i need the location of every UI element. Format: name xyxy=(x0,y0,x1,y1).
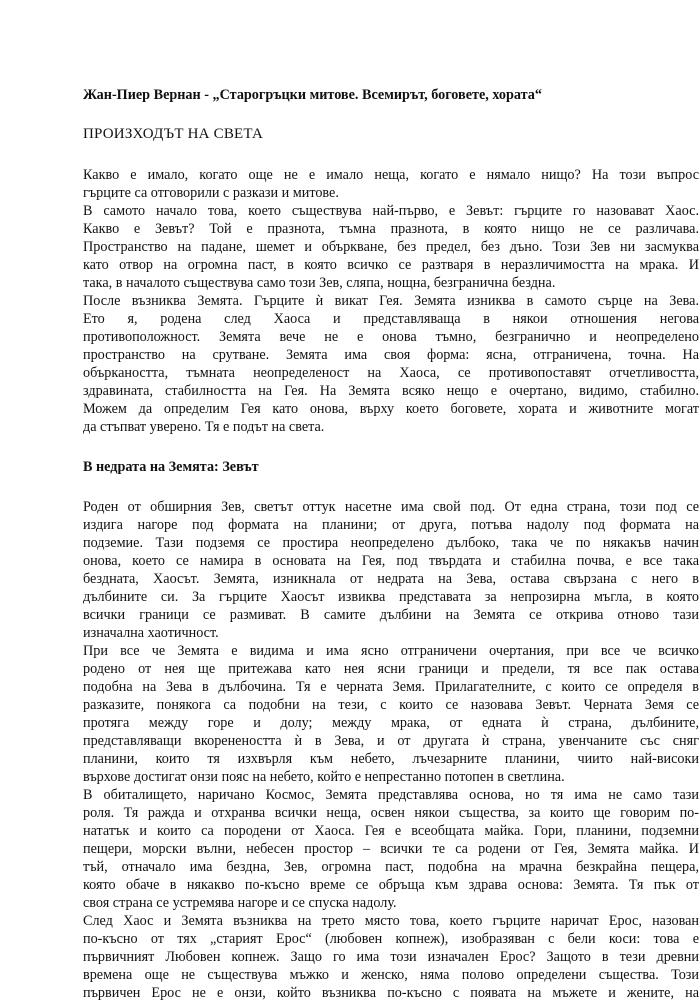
text-line: по-късно от тях „старият Ерос“ (любовен копнеж), изобразяван с бели коси: това е xyxy=(83,931,699,947)
text-line: протяга между горе и долу; между мрака, от едната ѝ страна, дълбините, xyxy=(83,715,699,731)
chapter-title: ПРОИЗХОДЪТ НА СВЕТА xyxy=(83,126,264,142)
document-body xyxy=(83,86,699,1002)
text-line: бездната, Хаосът. Земята, изникнала от недрата на Зева, остава свързана с него в xyxy=(83,571,699,587)
text-line: Какво е имало, когато още не е имало неща, когато е нямало нищо? На този въпрос xyxy=(83,167,699,183)
text-line: първичен Ерос не е онзи, който възниква по-късно с появата на мъжете и жените, на xyxy=(83,985,699,1001)
text-line: своя страна се устремява нагоре и се спуска надолу. xyxy=(83,895,397,911)
text-line: така, в началото съществува само този Зев, сляпа, нощна, безгранична бездна. xyxy=(83,275,556,291)
text-line: В обиталището, наричано Космос, Земята представлява основа, но тя има не само тази xyxy=(83,787,699,803)
text-line: объркаността, тъмната неопределеност на Хаоса, се противопоставят отчетливостта, xyxy=(83,365,699,381)
text-line: времена още не съществува мъжко и женско, няма полово определени същества. Този xyxy=(83,967,699,983)
text-line: разказите, понякога са подобни на тези, с които се назовава Зевът. Черната Земя се xyxy=(83,697,699,713)
text-line: пещери, морски вълни, небесен простор – всички те са родени от Гея, Земята майка. И xyxy=(83,841,699,857)
text-line: която обаче в някакво по-късно време се обръща към здрава основа: Земята. Тя пък от xyxy=(83,877,699,893)
text-line: да стъпват уверено. Тя е подът на света. xyxy=(83,419,325,435)
text-line: всички граници се размиват. В самите дълбини на Земята се открива отново тази xyxy=(83,607,699,623)
text-line: Какво е Зевът? Той е празнота, тъмна празнота, в която нищо не се различава. xyxy=(83,221,699,237)
text-line: подобна на Зева в дълбочина. Тя е черната Земя. Прилагателните, с които се определя в xyxy=(83,679,699,695)
section-heading: В недрата на Земята: Зевът xyxy=(83,459,259,475)
text-line: В самото начало това, което съществува най-първо, е Зевът: гърците го назовават Хаос. xyxy=(83,203,699,219)
text-line: нататък и които са породени от Хаоса. Гея е всеобщата майка. Гори, планини, подземни xyxy=(83,823,699,839)
text-line: Ето я, родена след Хаоса и представляваща в някои отношения негова xyxy=(83,311,699,327)
text-line: подземие. Тази подземя се простира неопределено дълбоко, така че по някакъв начин xyxy=(83,535,699,551)
document-title: Жан-Пиер Вернан - „Старогръцки митове. Всемирът, боговете, хората“ xyxy=(83,87,542,103)
text-line: гърците са отговорили с разкази и митове. xyxy=(83,185,339,201)
text-line: дълбините си. За гърците Хаосът извиква представата за непрозирна мъгла, в която xyxy=(83,589,699,605)
text-line: пространство на срутване. Земята има своя форма: ясна, отграничена, точна. На xyxy=(83,347,699,363)
text-line: После възниква Земята. Гърците ѝ викат Гея. Земята изниква в самото сърце на Зева. xyxy=(83,293,699,309)
text-line: представляващи вкоренеността ѝ в Зева, и от другата ѝ страна, увенчаните със сняг xyxy=(83,733,699,749)
paragraph-block-origin xyxy=(83,166,699,436)
text-line: Роден от обширния Зев, светът оттук насетне има свой под. От една страна, този под се xyxy=(83,499,699,515)
text-line: тъй, отначало има бездна, Зев, огромна паст, подобна на мрачна безкрайна пещера, xyxy=(83,859,699,875)
text-line: онова, което се намира в основата на Гея, под твърдата и стабилна почва, е все така xyxy=(83,553,699,569)
text-line: родено от нея ще притежава като нея ясни граници и предели, тя все пак остава xyxy=(83,661,699,677)
text-line: След Хаос и Земята възниква на трето място това, което гърците наричат Ерос, назован xyxy=(83,913,699,929)
text-line: планини, които тя изхвърля към небето, лъчезарните планини, чиито най-високи xyxy=(83,751,699,767)
text-line: здравината, стабилността на Гея. На Земята всяко нещо е очертано, видимо, стабилно. xyxy=(83,383,699,399)
text-line: роля. Тя ражда и отхранва всички неща, освен някои същества, за които ще говорим по- xyxy=(83,805,699,821)
text-line: Можем да определим Гея като онова, върху което боговете, хората и животните могат xyxy=(83,401,699,417)
text-line: върхове достигат онзи пояс на небето, който е непрестанно потопен в светлина. xyxy=(83,769,565,785)
text-line: противоположност. Земята вече не е онова тъмно, безгранично и неопределено xyxy=(83,329,699,345)
text-line: Пространство на падане, шемет и объркване, без предел, без дъно. Този Зев ни засмуква xyxy=(83,239,699,255)
text-line: първичният Любовен копнеж. Защо го има този изначален Ерос? Защото в тези древни xyxy=(83,949,699,965)
text-line: издига нагоре под формата на планини; от друга, потъва надолу под формата на xyxy=(83,517,699,533)
text-line: изначална хаотичност. xyxy=(83,625,219,641)
text-line: При все че Земята е видима и има ясно отграничени очертания, при все че всичко xyxy=(83,643,699,659)
text-line: като отвор на огромна паст, в която всичко се разтваря в неразличимостта на мрака. И xyxy=(83,257,699,273)
paragraph-block-chaos xyxy=(83,498,699,1002)
